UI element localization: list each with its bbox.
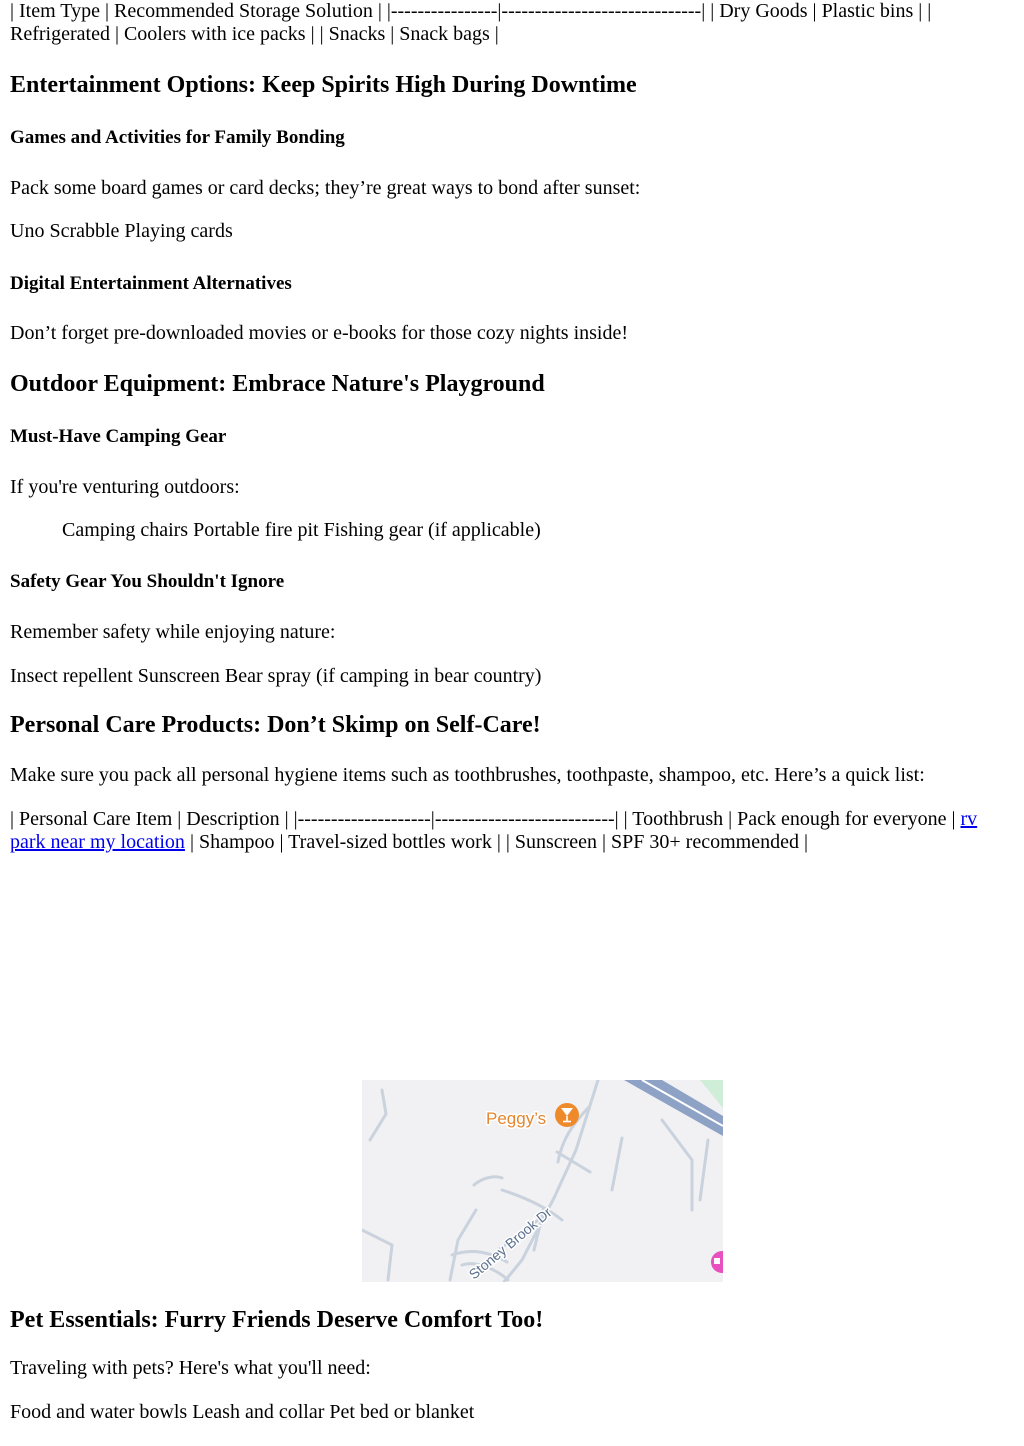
outdoor-heading: Outdoor Equipment: Embrace Nature's Playground (10, 371, 545, 397)
personal-care-heading: Personal Care Products: Don’t Skimp on Self-Care! (10, 712, 541, 738)
pet-essentials-heading: Pet Essentials: Furry Friends Deserve Comfort Too! (10, 1307, 544, 1333)
personal-care-table-after: | Shampoo | Travel-sized bottles work | | Sunscreen | SPF 30+ recommended | (184, 831, 808, 853)
camping-gear-list: Camping chairs Portable fire pit Fishing gear (if applicable) (62, 519, 541, 541)
games-intro: Pack some board games or card decks; they’re great ways to bond after sunset: (10, 177, 641, 199)
pets-intro: Traveling with pets? Here's what you'll need: (10, 1357, 371, 1379)
safety-gear-intro: Remember safety while enjoying nature: (10, 621, 336, 643)
digital-heading: Digital Entertainment Alternatives (10, 273, 292, 294)
map-canvas (362, 1080, 723, 1282)
safety-gear-heading: Safety Gear You Shouldn't Ignore (10, 571, 285, 592)
digital-text: Don’t forget pre-downloaded movies or e-books for those cozy nights inside! (10, 322, 629, 344)
safety-gear-list: Insect repellent Sunscreen Bear spray (if camping in bear country) (10, 665, 542, 687)
entertainment-heading: Entertainment Options: Keep Spirits High During Downtime (10, 72, 637, 98)
street-label: Stoney Brook Dr (465, 1204, 555, 1282)
games-list: Uno Scrabble Playing cards (10, 220, 233, 242)
lodging-icon (714, 1258, 720, 1264)
camping-gear-heading: Must-Have Camping Gear (10, 426, 227, 447)
map-snippet[interactable] (362, 1080, 723, 1282)
games-heading: Games and Activities for Family Bonding (10, 127, 345, 148)
pets-list: Food and water bowls Leash and collar Pet bed or blanket (10, 1401, 475, 1423)
storage-table-text: | Item Type | Recommended Storage Solution | |----------------|------------------------------| | Dry Goods | Plastic bins | | Refrigerated | Coolers with ice packs | | Snacks | Snack bags | (10, 0, 932, 45)
peggys-place-marker[interactable] (555, 1103, 579, 1127)
peggys-label: Peggy’s (486, 1109, 547, 1128)
personal-care-intro: Make sure you pack all personal hygiene items such as toothbrushes, toothpaste, shampoo, etc. Here’s a quick list: (10, 764, 925, 786)
personal-care-table-before: | Personal Care Item | Description | |--------------------|---------------------------| | Toothbrush | Pack enough for everyone | (10, 808, 961, 830)
personal-care-table-text (10, 808, 1010, 854)
camping-gear-intro: If you're venturing outdoors: (10, 476, 240, 498)
rv-park-link[interactable]: rv park near my location (10, 808, 978, 853)
